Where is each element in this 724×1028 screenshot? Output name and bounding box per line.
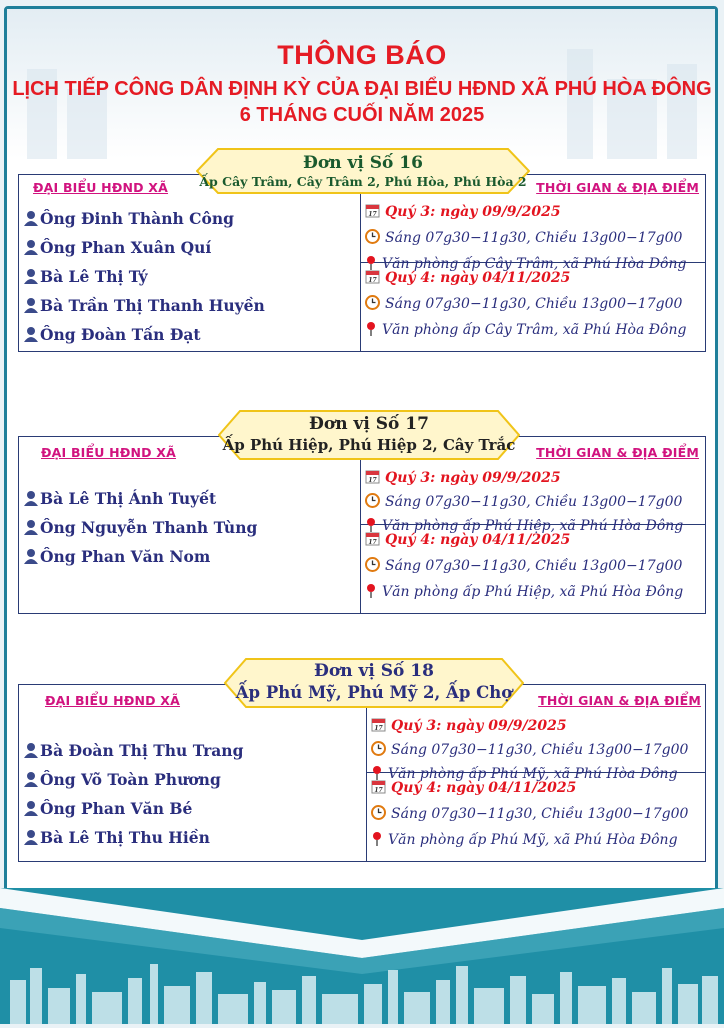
pin-icon — [371, 831, 383, 846]
calendar-icon — [365, 469, 380, 484]
schedule-table — [18, 174, 706, 352]
unit-areas: Ấp Cây Trâm, Cây Trâm 2, Phú Hòa, Phú Hòa 2 — [199, 174, 527, 189]
member-item: Bà Lê Thị Ánh Tuyết — [23, 489, 216, 508]
svg-text:17: 17 — [368, 477, 377, 484]
quarter-date: Quý 4: ngày 04/11/2025 — [391, 780, 577, 796]
member-item: Ông Võ Toàn Phương — [23, 770, 221, 789]
quarter-date: Quý 3: ngày 09/9/2025 — [385, 204, 561, 220]
unit-areas: Ấp Phú Mỹ, Phú Mỹ 2, Ấp Chợ — [235, 683, 513, 702]
page-subtitle: LỊCH TIẾP CÔNG DÂN ĐỊNH KỲ CỦA ĐẠI BIỂU HĐND XÃ PHÚ HÒA ĐÔNG — [12, 78, 712, 100]
clock-icon — [371, 805, 386, 820]
delegates-column — [19, 685, 367, 861]
place: Văn phòng ấp Phú Hiệp, xã Phú Hòa Đông — [382, 584, 684, 600]
unit-banner — [218, 410, 520, 460]
person-icon — [23, 297, 39, 313]
svg-text:17: 17 — [374, 725, 383, 732]
member-item: Ông Đoàn Tấn Đạt — [23, 325, 201, 344]
time-range: Sáng 07g30−11g30, Chiều 13g00−17g00 — [391, 742, 689, 758]
quarter-date: Quý 3: ngày 09/9/2025 — [385, 470, 561, 486]
time-range: Sáng 07g30−11g30, Chiều 13g00−17g00 — [385, 494, 683, 510]
member-item: Ông Phan Văn Nom — [23, 547, 210, 566]
schedule-table — [18, 684, 706, 862]
time-range: Sáng 07g30−11g30, Chiều 13g00−17g00 — [385, 558, 683, 574]
place: Văn phòng ấp Cây Trâm, xã Phú Hòa Đông — [382, 256, 687, 272]
time-place-header: THỜI GIAN & ĐỊA ĐIỂM — [538, 693, 701, 708]
quarter-date: Quý 4: ngày 04/11/2025 — [385, 532, 571, 548]
calendar-icon — [371, 717, 386, 732]
unit-banner — [196, 148, 530, 194]
member-item: Bà Đoàn Thị Thu Trang — [23, 741, 243, 760]
page-period: 6 THÁNG CUỐI NĂM 2025 — [239, 104, 485, 126]
time-range: Sáng 07g30−11g30, Chiều 13g00−17g00 — [385, 230, 683, 246]
time-range: Sáng 07g30−11g30, Chiều 13g00−17g00 — [385, 296, 683, 312]
time-place-column — [361, 437, 705, 613]
unit-banner — [224, 658, 524, 708]
person-icon — [23, 519, 39, 535]
member-item: Bà Lê Thị Thu Hiền — [23, 828, 210, 847]
clock-icon — [365, 493, 380, 508]
clock-icon — [365, 557, 380, 572]
calendar-icon — [365, 531, 380, 546]
person-icon — [23, 268, 39, 284]
member-item: Ông Nguyễn Thanh Tùng — [23, 518, 257, 537]
person-icon — [23, 326, 39, 342]
svg-text:17: 17 — [368, 211, 377, 218]
member-item: Ông Phan Văn Bé — [23, 799, 192, 818]
schedule-table — [18, 436, 706, 614]
time-place-column — [367, 685, 705, 861]
place: Văn phòng ấp Cây Trâm, xã Phú Hòa Đông — [382, 322, 687, 338]
member-item: Bà Lê Thị Tý — [23, 267, 148, 286]
member-item: Ông Đinh Thành Công — [23, 209, 234, 228]
delegates-header: ĐẠI BIỂU HĐND XÃ — [45, 693, 181, 708]
svg-text:17: 17 — [374, 787, 383, 794]
quarter-4-block — [361, 525, 705, 613]
calendar-icon — [371, 779, 386, 794]
person-icon — [23, 239, 39, 255]
clock-icon — [365, 229, 380, 244]
pin-icon — [365, 321, 377, 336]
svg-text:17: 17 — [368, 277, 377, 284]
clock-icon — [371, 741, 386, 756]
time-place-header: THỜI GIAN & ĐỊA ĐIỂM — [536, 445, 699, 460]
page-title: THÔNG BÁO — [277, 40, 447, 70]
unit-name: Đơn vị Số 16 — [303, 153, 423, 173]
calendar-icon — [365, 269, 380, 284]
person-icon — [23, 490, 39, 506]
time-place-column — [361, 175, 705, 351]
member-item: Bà Trần Thị Thanh Huyền — [23, 296, 265, 315]
clock-icon — [365, 295, 380, 310]
person-icon — [23, 548, 39, 564]
pin-icon — [365, 583, 377, 598]
delegates-column — [19, 437, 361, 613]
svg-text:17: 17 — [368, 539, 377, 546]
time-place-header: THỜI GIAN & ĐỊA ĐIỂM — [536, 180, 699, 195]
person-icon — [23, 771, 39, 787]
skyline-decoration — [0, 888, 724, 1024]
person-icon — [23, 800, 39, 816]
calendar-icon — [365, 203, 380, 218]
delegates-header: ĐẠI BIỂU HĐND XÃ — [33, 180, 169, 195]
place: Văn phòng ấp Phú Mỹ, xã Phú Hòa Đông — [388, 832, 678, 848]
delegates-header: ĐẠI BIỂU HĐND XÃ — [41, 445, 177, 460]
unit-name: Đơn vị Số 18 — [314, 661, 434, 681]
member-item: Ông Phan Xuân Quí — [23, 238, 211, 257]
unit-areas: Ấp Phú Hiệp, Phú Hiệp 2, Cây Trắc — [222, 436, 516, 454]
time-range: Sáng 07g30−11g30, Chiều 13g00−17g00 — [391, 806, 689, 822]
quarter-date: Quý 3: ngày 09/9/2025 — [391, 718, 567, 734]
quarter-4-block — [367, 773, 705, 861]
place: Văn phòng ấp Phú Mỹ, xã Phú Hòa Đông — [388, 766, 678, 782]
quarter-date: Quý 4: ngày 04/11/2025 — [385, 270, 571, 286]
quarter-4-block — [361, 263, 705, 351]
person-icon — [23, 210, 39, 226]
delegates-column — [19, 175, 361, 351]
place: Văn phòng ấp Phú Hiệp, xã Phú Hòa Đông — [382, 518, 684, 534]
unit-name: Đơn vị Số 17 — [309, 414, 429, 434]
person-icon — [23, 829, 39, 845]
person-icon — [23, 742, 39, 758]
